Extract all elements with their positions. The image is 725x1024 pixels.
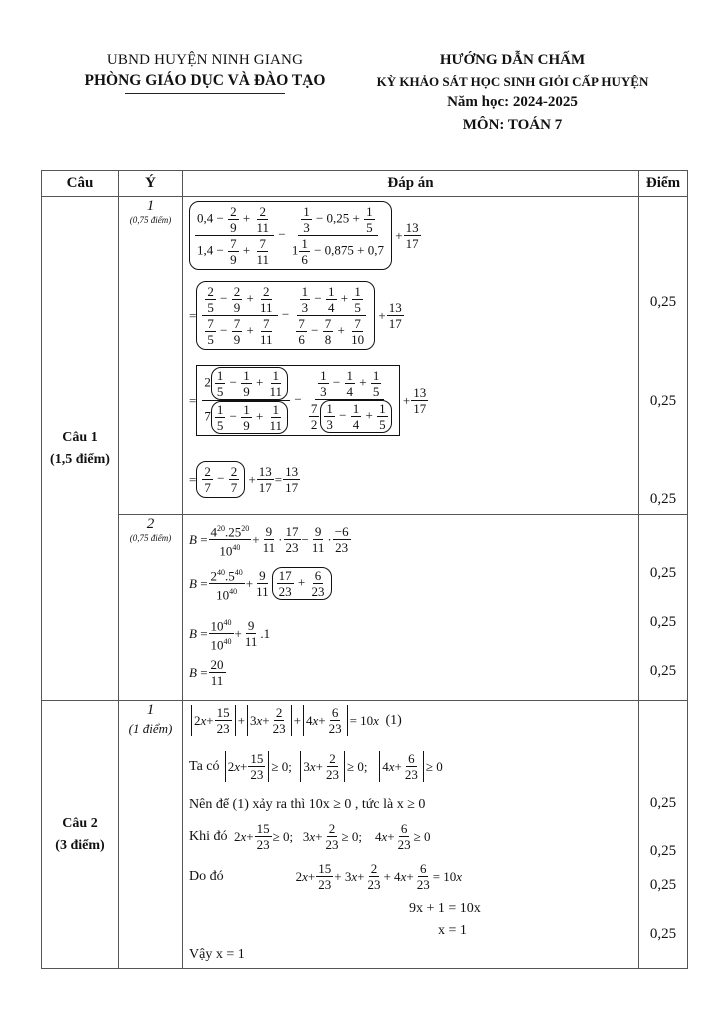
ta-co-text: Ta có bbox=[189, 758, 220, 774]
math-line bbox=[189, 947, 245, 963]
math-line: B = $\frac{2^{40}.5^{40}}{10^{40}}$ + $\frac{9}{11}$ $\frac{17}{23}$ + $\frac{6}{23}$ bbox=[189, 565, 332, 603]
score: 0,25 bbox=[649, 795, 677, 811]
score: 0,25 bbox=[649, 663, 677, 679]
cau2-y1-cell bbox=[119, 701, 183, 969]
math-line: B = $\frac{20}{11}$ bbox=[189, 657, 224, 688]
step-2: x = 1 bbox=[438, 923, 467, 938]
math-line: = $\frac{2}{5}$ − $\frac{2}{9}$ + $\frac{2}{11}$ $\frac{7}{5}$ − $\frac{7}{9}$ + $\frac{7}{11}$ − $\frac{1}{3}$ − $\frac{1}{4}$ + $\frac{1}{5}$ $\frac{7}{6}$ − $\frac{7}{8}$ + $\frac{7}{10}$ + $\frac{13}{17}$ bbox=[189, 281, 405, 350]
district-name: UBND HUYỆN NINH GIANG bbox=[106, 52, 304, 68]
header-underline bbox=[125, 93, 285, 94]
grading-table bbox=[41, 170, 688, 969]
header-dap-an: Đáp án bbox=[183, 171, 639, 197]
score: 0,25 bbox=[649, 393, 677, 409]
score: 0,25 bbox=[649, 877, 677, 893]
header-diem: Điểm bbox=[639, 171, 688, 197]
equation-label: (1) bbox=[385, 712, 402, 728]
y-points: (1 điểm) bbox=[128, 721, 173, 736]
math-line bbox=[438, 923, 467, 939]
header-cau: Câu bbox=[42, 171, 119, 197]
cau1-y1-cell bbox=[119, 197, 183, 515]
y-number: 1 bbox=[146, 702, 155, 718]
khi-do-text: Khi đó bbox=[189, 828, 228, 844]
cau2-points: (3 điểm) bbox=[55, 837, 105, 853]
math-line: 2 x + $\frac{15}{23}$ + 3 x + $\frac{2}{23}$ + 4 x + $\frac{6}{23}$ = 10 x (1) bbox=[189, 705, 402, 736]
score: 0,25 bbox=[649, 843, 677, 859]
cau1-y1-scores bbox=[639, 197, 688, 515]
y-number: 1 bbox=[146, 198, 155, 214]
conclusion: Vậy x = 1 bbox=[189, 947, 245, 962]
score: 0,25 bbox=[649, 294, 677, 310]
math-line: Khi đó 2 x + $\frac{15}{23}$ ≥ 0; 3 x + $\frac{2}{23}$ ≥ 0; 4 x + $\frac{6}{23}$ ≥ 0 bbox=[189, 821, 431, 852]
cau2-label: Câu 2 bbox=[62, 815, 98, 831]
cau2-y1-scores bbox=[639, 701, 688, 969]
math-line: = $\frac{2}{7}$ − $\frac{2}{7}$ + $\frac{13}{17}$ = $\frac{13}{17}$ bbox=[189, 461, 301, 498]
header-left bbox=[60, 52, 350, 94]
table-row bbox=[42, 197, 688, 515]
table-header-row bbox=[42, 171, 688, 197]
cau1-y2-scores bbox=[639, 515, 688, 701]
math-line: B = $\frac{10^{40}}{10^{40}}$ + $\frac{9}{11}$ .1 bbox=[189, 615, 270, 653]
cau1-label: Câu 1 bbox=[62, 429, 98, 445]
score: 0,25 bbox=[649, 491, 677, 507]
y-number: 2 bbox=[146, 516, 155, 532]
table-row bbox=[42, 515, 688, 701]
score: 0,25 bbox=[649, 614, 677, 630]
step-1: 9x + 1 = 10x bbox=[409, 901, 481, 916]
math-line bbox=[409, 901, 481, 917]
subject: MÔN: TOÁN 7 bbox=[462, 117, 563, 133]
table-row bbox=[42, 701, 688, 969]
y-points: (0,75 điểm) bbox=[129, 215, 172, 225]
cau1-y2-cell bbox=[119, 515, 183, 701]
cau2-cell bbox=[42, 701, 119, 969]
score: 0,25 bbox=[649, 926, 677, 942]
math-line: B = $\frac{4^{20}.25^{20}}{10^{40}}$ + $\frac{9}{11}$ · $\frac{17}{23}$ − $\frac{9}{11}$ · $\frac{-6}{23}$ bbox=[189, 521, 352, 559]
cau1-points: (1,5 điểm) bbox=[50, 451, 110, 467]
math-line: = 2 $\frac{1}{5}$ − $\frac{1}{9}$ + $\frac{1}{11}$ 7 $\frac{1}{5}$ − $\frac{1}{9}$ + $\frac{1}{11}$ − $\frac{1}{3}$ − $\frac{1}{4}$ + $\frac{1}{5}$ $\frac{7}{2}$ $\frac{1}{3}$ − $\frac{1}{4}$ + $\frac{1}{5}$ + $\frac{13}{17}$ bbox=[189, 365, 429, 436]
math-line: Do đó 2 x + $\frac{15}{23}$ + 3 x + $\frac{2}{23}$ + 4 x + $\frac{6}{23}$ = 10 x bbox=[189, 861, 463, 892]
math-line bbox=[189, 797, 425, 813]
cau1-y2-answer bbox=[183, 515, 639, 701]
math-line: Ta có 2 x + $\frac{15}{23}$ ≥ 0; 3 x + $\frac{2}{23}$ ≥ 0; 4 x + $\frac{6}{23}$ ≥ 0 bbox=[189, 751, 443, 782]
department-name: PHÒNG GIÁO DỤC VÀ ĐÀO TẠO bbox=[84, 72, 326, 89]
do-do-text: Do đó bbox=[189, 868, 224, 884]
header-right bbox=[355, 52, 670, 134]
nen-de-text: Nên để (1) xảy ra thì 10x ≥ 0 , tức là x ≥ 0 bbox=[189, 797, 426, 812]
cau1-cell bbox=[42, 197, 119, 701]
cau1-y1-answer bbox=[183, 197, 639, 515]
school-year: Năm học: 2024-2025 bbox=[447, 94, 578, 110]
exam-name: KỲ KHẢO SÁT HỌC SINH GIỎI CẤP HUYỆN bbox=[376, 74, 649, 89]
y-points: (0,75 điểm) bbox=[129, 533, 172, 543]
score: 0,25 bbox=[649, 565, 677, 581]
math-line: 0,4 − $\frac{2}{9}$ + $\frac{2}{11}$ 1,4 − $\frac{7}{9}$ + $\frac{7}{11}$ − $\frac{1}{3}$ − 0,25 + $\frac{1}{5}$ 1 $\frac{1}{6}$ − 0,875 + 0,7 + $\frac{13}{17}$ bbox=[189, 201, 422, 270]
cau2-y1-answer bbox=[183, 701, 639, 969]
header-y: Ý bbox=[119, 171, 183, 197]
doc-title: HƯỚNG DẪN CHẤM bbox=[439, 52, 586, 68]
